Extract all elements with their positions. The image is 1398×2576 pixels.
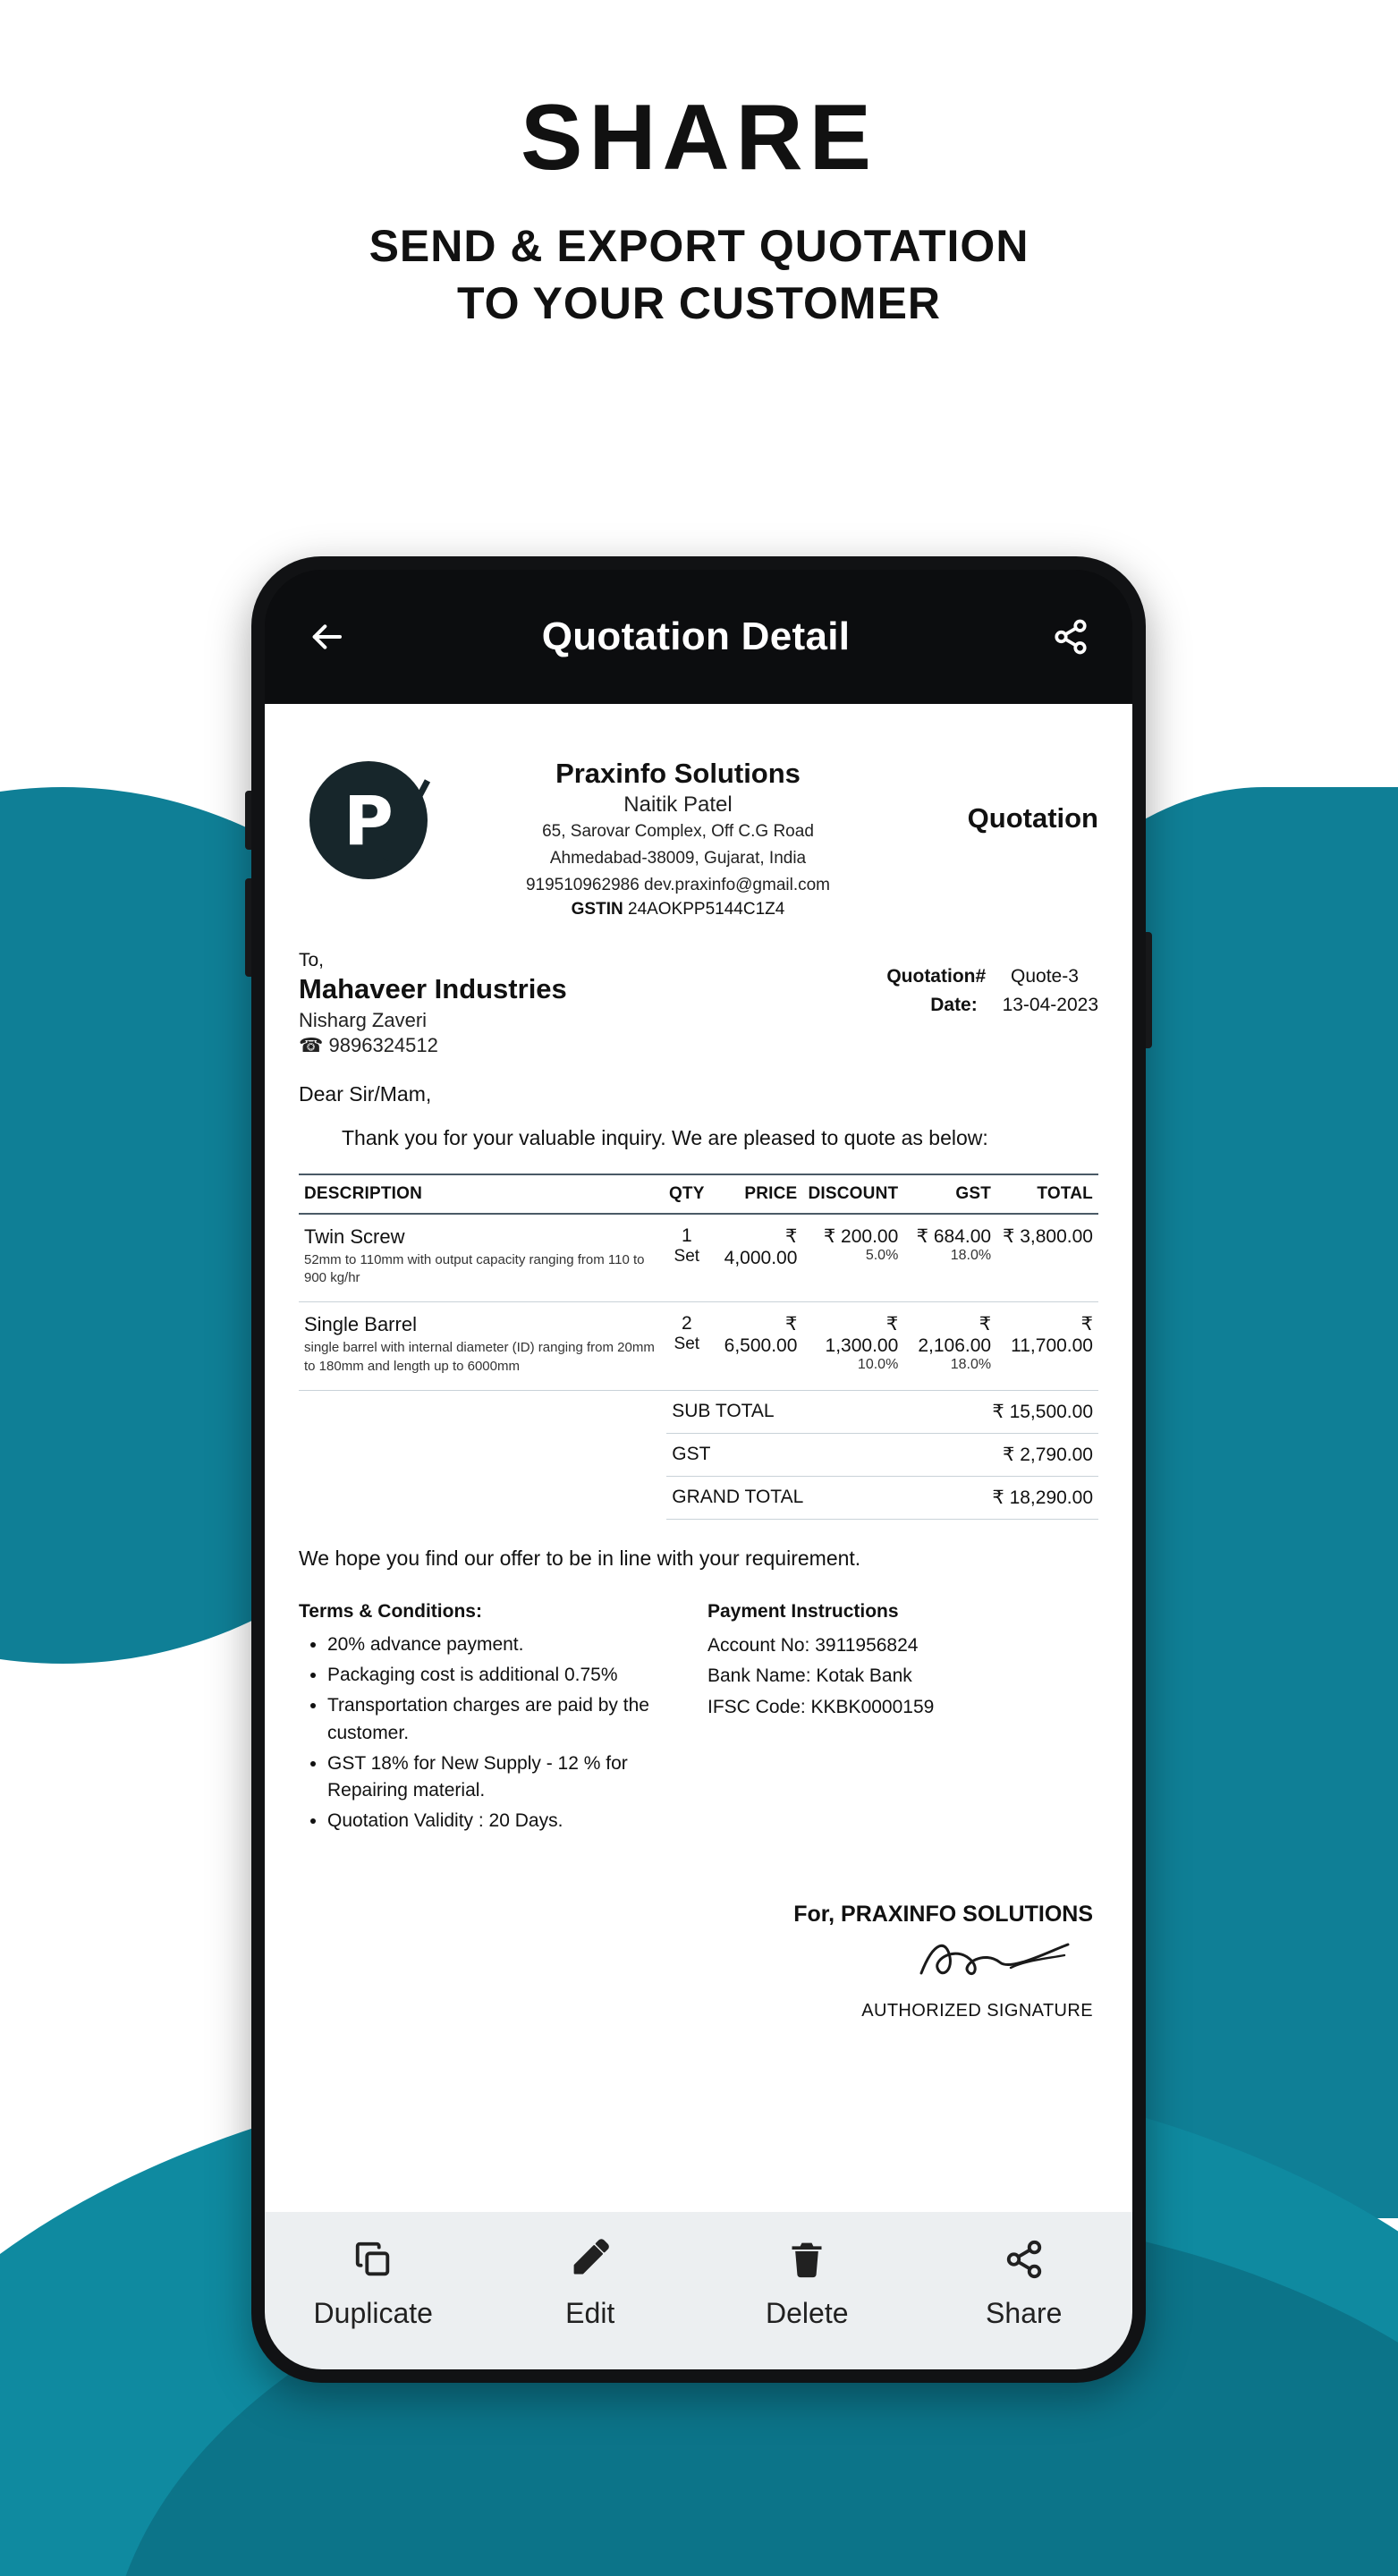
totals-spacer [299,1433,666,1476]
promo-subhead [0,217,1398,332]
list-item: • Packaging cost is additional 0.75% [327,1662,690,1689]
share-icon [1004,2236,1045,2283]
totals-spacer [299,1391,666,1434]
bottom-action-bar [265,2212,1132,2369]
col-gst: GST [903,1174,996,1214]
item-qty [664,1214,710,1302]
company-address-1: 65, Sarovar Complex, Off C.G Road [542,822,814,841]
list-item: • GST 18% for New Supply - 12 % for Repairing material. [327,1750,690,1804]
document-type: Quotation [967,802,1098,834]
item-qty-unit: Set [674,1335,700,1354]
promo-text-block [0,86,1398,332]
quotation-meta [886,950,1098,1057]
item-discount-value: ₹ 200.00 [823,1225,899,1247]
gstin-label: GSTIN [571,899,623,919]
pencil-icon [570,2236,611,2283]
totals-table [299,1391,1098,1520]
phone-mockup [251,556,1146,2383]
list-item: • Quotation Validity : 20 Days. [327,1808,690,1835]
volume-up-button[interactable] [245,791,251,850]
quotation-number-value: Quote-3 [1011,965,1079,987]
terms-column [299,1601,690,1839]
gst-row [299,1433,1098,1476]
edit-label: Edit [565,2296,615,2329]
share-button[interactable] [935,2236,1114,2330]
quotation-date-label: Date: [930,994,978,1015]
item-qty-unit: Set [674,1246,700,1266]
company-address-2: Ahmedabad-38009, Gujarat, India [549,848,807,868]
authorized-signature-label: AUTHORIZED SIGNATURE [861,2000,1093,2021]
item-discount [802,1302,903,1391]
item-subtitle: 52mm to 110mm with output capacity ranging from 110 to 900 kg/hr [304,1251,645,1286]
company-logo-icon [309,761,428,879]
customer-phone: ☎ 9896324512 [299,1033,438,1056]
quotation-date-value: 13-04-2023 [1002,994,1098,1015]
company-header [299,752,1098,919]
power-button[interactable] [1146,932,1152,1048]
signature-image [299,1928,1093,1996]
signature-for: For, PRAXINFO SOLUTIONS [793,1901,1093,1927]
subtotal-value: ₹ 15,500.00 [909,1391,1098,1434]
recipient-block [299,950,886,1057]
gstin-value: 24AOKPP5144C1Z4 [628,899,785,919]
payment-ifsc: IFSC Code: KKBK0000159 [707,1697,935,1717]
col-total: TOTAL [996,1174,1098,1214]
delete-button[interactable] [717,2236,896,2330]
duplicate-label: Duplicate [313,2296,433,2329]
company-person: Naitik Patel [623,792,733,817]
col-price: PRICE [710,1174,803,1214]
duplicate-icon [352,2236,394,2283]
company-name: Praxinfo Solutions [555,758,801,789]
col-discount: DISCOUNT [802,1174,903,1214]
item-qty-value: 1 [681,1224,692,1246]
quotation-number-label: Quotation# [886,965,987,987]
item-qty [664,1302,710,1391]
quotation-number-row [886,966,1098,987]
item-price: ₹ 4,000.00 [710,1214,803,1302]
back-icon[interactable] [302,613,351,661]
salutation: Dear Sir/Mam, [299,1081,432,1106]
customer-phone-value: 9896324512 [328,1033,438,1056]
signature-block [299,1902,1098,2021]
app-bar [265,570,1132,704]
company-gstin [442,900,914,919]
item-discount-pct: 10.0% [857,1357,899,1373]
item-discount-pct: 5.0% [865,1247,899,1263]
gst-total-value: ₹ 2,790.00 [909,1433,1098,1476]
payment-title: Payment Instructions [707,1600,899,1622]
item-gst-value: ₹ 684.00 [916,1225,992,1247]
quotation-document[interactable] [265,704,1132,2212]
terms-payment-section [299,1601,1098,1839]
totals-spacer [299,1476,666,1519]
item-discount-value: ₹ 1,300.00 [825,1314,899,1357]
payment-account: Account No: 3911956824 [707,1634,919,1656]
share-label: Share [986,2296,1063,2329]
company-contact: 919510962986 dev.praxinfo@gmail.com [525,875,831,894]
quotation-date-row [886,995,1098,1016]
share-icon[interactable] [1046,613,1095,661]
trash-icon [787,2236,826,2283]
grand-total-row [299,1476,1098,1519]
delete-label: Delete [766,2296,849,2329]
item-description [299,1214,664,1302]
customer-contact-person: Nisharg Zaveri [299,1008,428,1031]
terms-list [299,1631,690,1835]
item-gst [903,1302,996,1391]
item-name: Twin Screw [304,1224,405,1248]
list-item: • Transportation charges are paid by the customer. [327,1692,690,1746]
logo-letter: P [343,780,394,860]
phone-screen [265,570,1132,2369]
offer-line: We hope you find our offer to be in line with your requirement. [299,1546,861,1570]
item-gst [903,1214,996,1302]
list-item: • 20% advance payment. [327,1631,690,1658]
page-title: Quotation Detail [541,614,851,658]
items-table [299,1174,1098,1391]
customer-name: Mahaveer Industries [299,972,567,1004]
payment-column [707,1601,1098,1839]
table-row [299,1214,1098,1302]
subtotal-label: SUB TOTAL [666,1391,909,1434]
promo-subhead-line2: TO YOUR CUSTOMER [456,278,942,329]
duplicate-button[interactable] [284,2236,462,2330]
item-price: ₹ 6,500.00 [710,1302,803,1391]
grand-total-label: GRAND TOTAL [666,1476,909,1519]
item-discount [802,1214,903,1302]
item-subtitle: single barrel with internal diameter (ID) ranging from 20mm to 180mm and length up to 6000mm [304,1340,655,1374]
col-qty: QTY [664,1174,710,1214]
item-gst-pct: 18.0% [950,1247,992,1263]
items-table-header-row [299,1174,1098,1214]
recipient-and-meta [299,950,1098,1057]
promo-headline: SHARE [520,86,878,190]
item-qty-value: 2 [681,1313,692,1335]
company-info [442,752,914,919]
volume-down-button[interactable] [245,878,251,977]
edit-button[interactable] [501,2236,680,2330]
gst-total-label: GST [666,1433,909,1476]
item-name: Single Barrel [304,1313,417,1336]
col-description: DESCRIPTION [299,1174,664,1214]
grand-total-value: ₹ 18,290.00 [909,1476,1098,1519]
item-description [299,1302,664,1391]
payment-bank: Bank Name: Kotak Bank [707,1665,912,1687]
promo-subhead-line1: SEND & EXPORT QUOTATION [369,221,1029,272]
table-row [299,1302,1098,1391]
item-total: ₹ 11,700.00 [996,1302,1098,1391]
to-label: To, [299,949,325,970]
item-total: ₹ 3,800.00 [996,1214,1098,1302]
item-gst-pct: 18.0% [950,1357,992,1373]
item-gst-value: ₹ 2,106.00 [918,1314,992,1357]
subtotal-row [299,1391,1098,1434]
intro-text: Thank you for your valuable inquiry. We are pleased to quote as below: [342,1125,988,1149]
terms-title: Terms & Conditions: [299,1600,482,1622]
